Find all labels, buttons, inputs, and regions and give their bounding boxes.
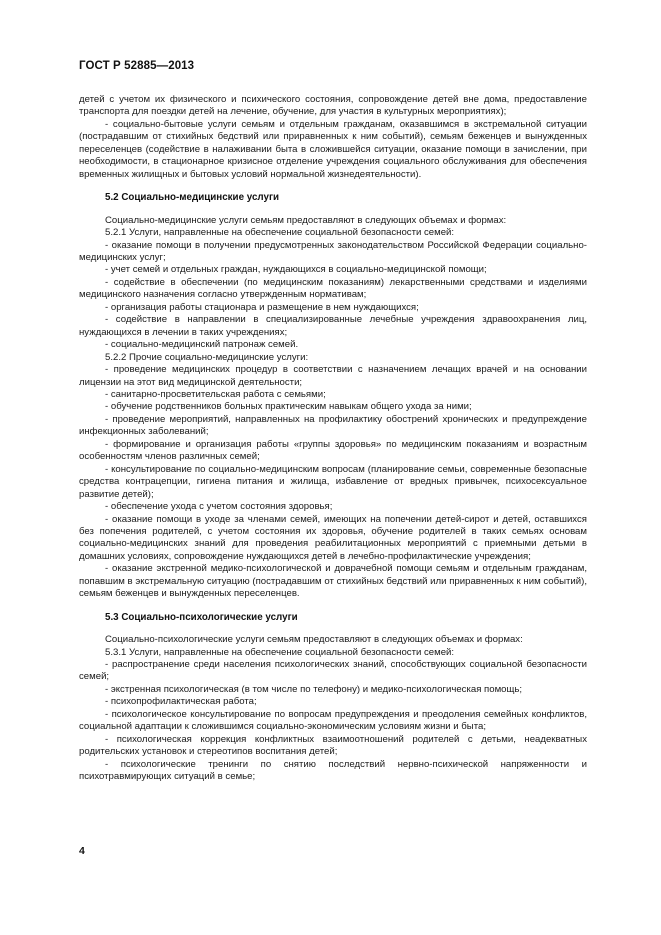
document-header: ГОСТ Р 52885—2013 <box>79 60 195 72</box>
paragraph: Социально-психологические услуги семьям предоставляют в следующих объемах и формах: <box>105 634 523 646</box>
section-heading-5-3: 5.3 Социально-психологические услуги <box>105 611 298 623</box>
list-item: - социально-медицинский патронаж семей. <box>105 339 299 351</box>
list-item: - санитарно-просветительская работа с семьями; <box>105 388 326 400</box>
list-item: - экстренная психологическая (в том числе по телефону) и медико-психологическая помощь; <box>105 683 523 695</box>
list-item: - распространение среди населения психологических знаний, способствующих социальной безопасности семей; <box>79 659 587 683</box>
paragraph: Социально-медицинские услуги семьям предоставляют в следующих объемах и формах: <box>105 214 507 226</box>
spacer <box>79 205 587 215</box>
spacer <box>79 624 587 634</box>
list-item: - психопрофилактическая работа; <box>105 696 257 708</box>
list-item: - оказание помощи в получении предусмотренных законодательством Российской Федерации социально-медицинских услуг; <box>79 239 587 263</box>
subsection-heading: 5.2.2 Прочие социально-медицинские услуги: <box>105 351 309 363</box>
list-item: - психологическая коррекция конфликтных взаимоотношений родителей с детьми, неадекватных родительских установок и стереотипов воспитания детей; <box>79 733 587 758</box>
list-item: - психологическое консультирование по вопросам предупреждения и преодоления семейных конфликтов, социальной адаптации к сложившимся социально-экономическим условиям жизни и быта; <box>79 708 587 733</box>
list-item: - обеспечение ухода с учетом состояния здоровья; <box>105 501 333 513</box>
page-number: 4 <box>79 845 85 857</box>
list-item: - содействие в направлении в специализированные лечебные учреждения здравоохранения лиц, нуждающихся в лечении в таких учреждениях; <box>79 314 587 338</box>
paragraph: - социально-бытовые услуги семьям и отдельным гражданам, оказавшимся в экстремальной ситуации (пострадавшим от стихийных бедствий или приравненных к ним событий), семьям беженцев и вынужденных переселенцев (содействие в налаживании быта в сложившейся ситуации, оказание помощи в зачислении, при необходимости, в стационарное кризисное отделение учреждения социального обслуживания для обеспечения временных жилищных и бытовых условий нормальной жизнедеятельности). <box>79 118 587 180</box>
list-item: - оказание экстренной медико-психологической и доврачебной помощи семьям и отдельным гражданам, попавшим в экстремальную ситуацию (пострадавшим от стихийных бедствий или приравненных к ним событий), семьям беженцев и вынужденных переселенцев. <box>79 563 587 600</box>
list-item: - содействие в обеспечении (по медицинским показаниям) лекарственными средствами и изделиями медицинского назначения согласно утвержденным нормативам; <box>79 276 587 301</box>
list-item: - проведение мероприятий, направленных на профилактику обострений хронических и предупреждение инфекционных заболеваний; <box>79 413 587 438</box>
list-item: - оказание помощи в уходе за членами семей, имеющих на попечении детей-сирот и детей, оставшихся без попечения родителей, с учетом состояния их здоровья, обучение родителей в таких семьях основам социально-медицинских знаний для проведения реабилитационных мероприятий с приемными детьми в домашних условиях, сопровождение нуждающихся детей в лечебно-профилактические учреждения; <box>79 513 587 562</box>
list-item: - обучение родственников больных практическим навыкам общего ухода за ними; <box>105 401 472 413</box>
list-item: - консультирование по социально-медицинским вопросам (планирование семьи, современные безопасные средства контрацепции, гигиена питания и жилища, избавление от вредных привычек, психосексуальное развитие детей); <box>79 463 587 500</box>
subsection-heading: 5.2.1 Услуги, направленные на обеспечение социальной безопасности семей: <box>105 227 455 239</box>
list-item: - учет семей и отдельных граждан, нуждающихся в социально-медицинской помощи; <box>105 264 487 276</box>
list-item: - организация работы стационара и размещение в нем нуждающихся; <box>105 301 419 313</box>
list-item: - психологические тренинги по снятию последствий нервно-психической напряженности и психотравмирующих ситуаций в семье; <box>79 758 587 783</box>
spacer <box>79 181 587 192</box>
section-heading-5-2: 5.2 Социально-медицинские услуги <box>105 192 280 204</box>
spacer <box>79 601 587 612</box>
list-item: - формирование и организация работы «группы здоровья» по медицинским показаниям и возрастным особенностям членов различных семей; <box>79 438 587 463</box>
paragraph: детей с учетом их физического и психического состояния, сопровождение детей вне дома, предоставление транспорта для поездки детей на лечение, обучение, для участия в культурных мероприятиях); <box>79 94 587 118</box>
document-body <box>79 94 587 784</box>
list-item: - проведение медицинских процедур в соответствии с назначением лечащих врачей и на основании лицензии на этот вид медицинской деятельности; <box>79 364 587 388</box>
subsection-heading: 5.3.1 Услуги, направленные на обеспечение социальной безопасности семей: <box>105 646 455 658</box>
